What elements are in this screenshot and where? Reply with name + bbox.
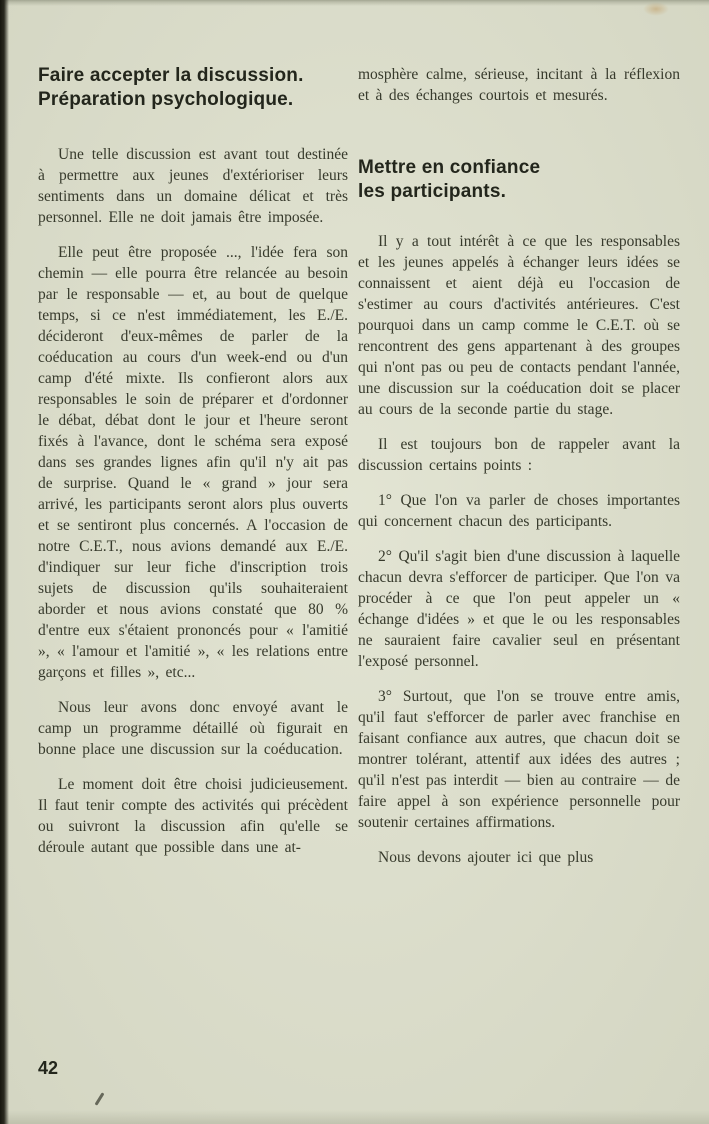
- paragraph: Il est toujours bon de rappeler avant la discussion certains points :: [358, 436, 680, 474]
- section-heading-right: [358, 156, 680, 204]
- paragraph: Elle peut être proposée ..., l'idée fera son chemin — elle pourra être relancée au besoin par le responsable — et, au bout de quelque temps, si ce n'est immédiatement, les E./E. décideront d'eux-mêmes de parler de la coéducation au cours d'un week-end ou d'un camp d'été mixte. Ils confieront alors aux responsables le soin de préparer et d'ordonner le débat, débat dont le jour et l'heure seront fixés à l'avance, dont le schéma sera exposé dans ses grandes lignes afin qu'il n'y ait pas de surprise. Quand le « grand » jour sera arrivé, les participants seront alors plus ouverts et se sentiront plus concernés. A l'occasion de notre C.E.T., nous avions demandé aux E./E. d'indiquer sur leur fiche d'inscription trois sujets de discussion qu'ils souhaiteraient aborder et nous avions constaté que 80 % d'entre eux s'étaient prononcés pour « l'amitié », « l'amour et l'amitié », « les relations entre garçons et filles », etc...: [38, 244, 348, 681]
- paragraph: 3° Surtout, que l'on se trouve entre amis, qu'il faut s'efforcer de parler avec franchise en faisant confiance aux autres, que chacun doit se montrer tolérant, attentif aux idées des autres ; qu'il n'est pas interdit — bien au contraire — de faire appel à son expérience personnelle pour soutenir certaines affirmations.: [358, 688, 680, 831]
- paragraph: 1° Que l'on va parler de choses importantes qui concernent chacun des participants.: [358, 492, 680, 530]
- scan-edge-left: [0, 0, 9, 1124]
- section-heading-left: [38, 64, 348, 112]
- heading-line: les participants.: [358, 181, 507, 202]
- paragraph: Le moment doit être choisi judicieusement. Il faut tenir compte des activités qui précèdent ou suivront la discussion afin qu'elle se déroule autant que possible dans une at-: [38, 776, 348, 856]
- page-number: 42: [38, 1058, 59, 1078]
- paragraph: Nous devons ajouter ici que plus: [378, 849, 594, 866]
- paragraph: Nous leur avons donc envoyé avant le camp un programme détaillé où figurait en bonne place une discussion sur la coéducation.: [38, 699, 348, 758]
- paragraph-continuation: mosphère calme, sérieuse, incitant à la réflexion et à des échanges courtois et mesurés.: [358, 66, 680, 104]
- scan-spot: [643, 2, 669, 16]
- heading-line: Préparation psychologique.: [38, 89, 294, 110]
- left-column: [38, 64, 348, 872]
- paragraph: 2° Qu'il s'agit bien d'une discussion à laquelle chacun devra s'efforcer de participer. Que l'on va procéder à ce que l'on peut appeler un « échange d'idées » et que le ou les responsables ne sauraient faire cavalier seul en présentant l'exposé personnel.: [358, 548, 680, 670]
- heading-line: Faire accepter la discussion.: [38, 65, 304, 86]
- scan-mark: [95, 1092, 105, 1105]
- right-column: [358, 64, 680, 882]
- heading-line: Mettre en confiance: [358, 157, 541, 178]
- paragraph: Une telle discussion est avant tout destinée à permettre aux jeunes d'extérioriser leurs sentiments dans un domaine délicat et très personnel. Elle ne doit jamais être imposée.: [38, 146, 348, 226]
- paragraph: Il y a tout intérêt à ce que les responsables et les jeunes appelés à échanger leurs idées se connaissent et aient déjà eu l'occasion de s'estimer au cours d'activités antérieures. C'est pourquoi dans un camp comme le C.E.T. où se rencontrent des gens appartenant à des groupes qui n'ont pas ou peu de contacts pendant l'année, une discussion sur la coéducation doit se placer au cours de la seconde partie du stage.: [358, 233, 680, 418]
